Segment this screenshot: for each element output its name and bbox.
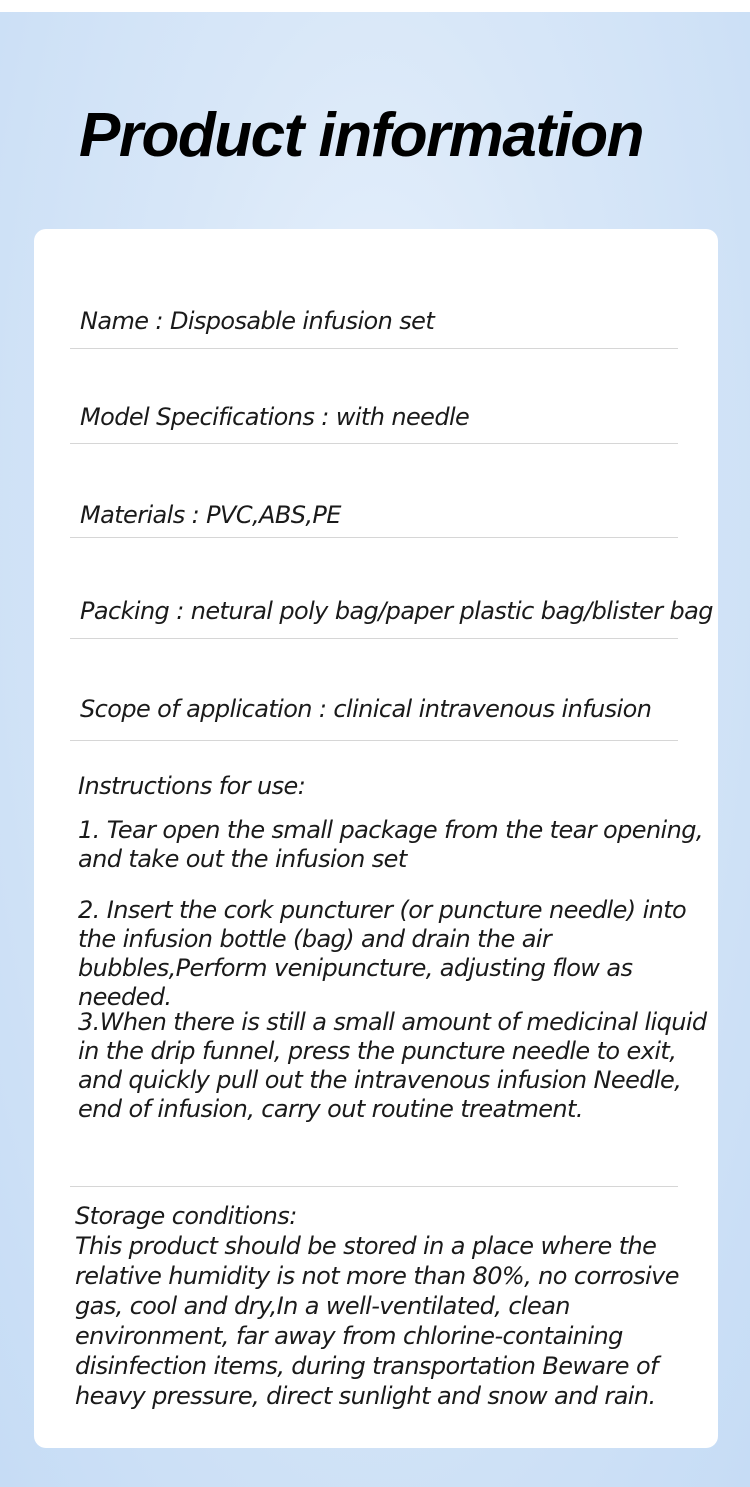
divider-1 bbox=[70, 348, 678, 349]
materials-field: Materials : PVC,ABS,PE bbox=[80, 501, 341, 529]
instructions-heading: Instructions for use: bbox=[78, 772, 306, 800]
divider-6 bbox=[70, 1186, 678, 1187]
top-strip bbox=[0, 0, 750, 12]
divider-5 bbox=[70, 740, 678, 741]
scope-field: Scope of application : clinical intravenous infusion bbox=[80, 695, 652, 723]
instruction-step-1: 1. Tear open the small package from the tear opening, and take out the infusion set bbox=[78, 816, 703, 873]
instruction-step-2: 2. Insert the cork puncturer (or puncture needle) into the infusion bottle (bag) and drain the air bubbles,Perform venipuncture, adjusting flow as needed. bbox=[78, 896, 687, 1011]
packing-field: Packing : netural poly bag/paper plastic bag/blister bag bbox=[80, 597, 713, 625]
name-field: Name : Disposable infusion set bbox=[80, 307, 435, 335]
storage-line: environment, far away from chlorine-containing bbox=[75, 1322, 623, 1350]
divider-2 bbox=[70, 443, 678, 444]
storage-line: disinfection items, during transportation Beware of bbox=[75, 1352, 658, 1380]
storage-line: This product should be stored in a place where the bbox=[75, 1232, 657, 1260]
storage-heading: Storage conditions: bbox=[75, 1202, 297, 1230]
instruction-step-3: 3.When there is still a small amount of medicinal liquid in the drip funnel, press the puncture needle to exit, and quickly pull out the intravenous infusion Needle, end of infusion, carry out routine treatment. bbox=[78, 1008, 707, 1123]
model-field: Model Specifications : with needle bbox=[80, 403, 470, 431]
storage-section bbox=[75, 1201, 679, 1411]
storage-line: relative humidity is not more than 80%, no corrosive bbox=[75, 1262, 679, 1290]
page-title: Product information bbox=[79, 101, 643, 170]
divider-3 bbox=[70, 537, 678, 538]
info-card bbox=[34, 229, 718, 1448]
divider-4 bbox=[70, 638, 678, 639]
storage-line: gas, cool and dry,In a well-ventilated, clean bbox=[75, 1292, 570, 1320]
storage-line: heavy pressure, direct sunlight and snow and rain. bbox=[75, 1382, 656, 1410]
